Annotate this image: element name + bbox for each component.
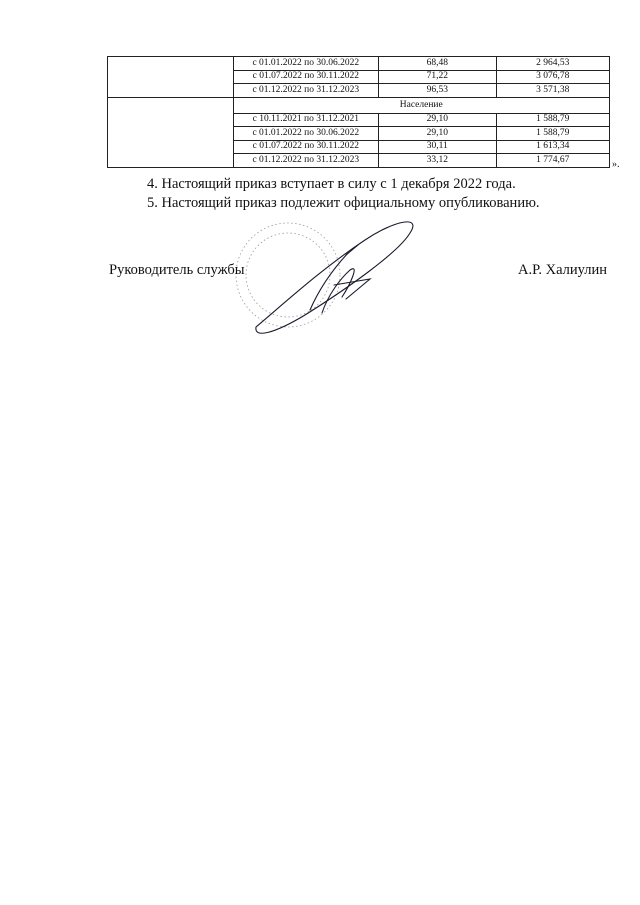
period-cell: с 01.12.2022 по 31.12.2023: [233, 154, 379, 168]
rate-cell: 96,53: [379, 84, 496, 98]
signatory-title: Руководитель службы: [109, 262, 245, 278]
rate-cell: 1 613,34: [496, 140, 609, 154]
rate-cell: 33,12: [379, 154, 496, 168]
table-row: [108, 97, 610, 113]
period-cell: с 10.11.2021 по 31.12.2021: [233, 113, 379, 127]
period-cell: с 01.07.2022 по 30.11.2022: [233, 140, 379, 154]
category-cell: [108, 97, 234, 167]
group-header: Население: [233, 97, 610, 113]
rate-cell: 3 571,38: [496, 84, 609, 98]
rate-cell: 2 964,53: [496, 57, 609, 71]
category-cell: [108, 57, 234, 98]
rate-cell: 1 588,79: [496, 127, 609, 141]
period-cell: с 01.01.2022 по 30.06.2022: [233, 57, 379, 71]
rate-cell: 71,22: [379, 70, 496, 84]
rate-cell: 29,10: [379, 127, 496, 141]
rate-cell: 29,10: [379, 113, 496, 127]
signature-icon: [250, 215, 420, 345]
table-row: [108, 57, 610, 71]
period-cell: с 01.12.2022 по 31.12.2023: [233, 84, 379, 98]
paragraph-4: 4. Настоящий приказ вступает в силу с 1 декабря 2022 года.: [147, 176, 516, 192]
paragraph-5: 5. Настоящий приказ подлежит официальному опубликованию.: [147, 195, 540, 211]
rate-cell: 30,11: [379, 140, 496, 154]
signatory-name: А.Р. Халиулин: [518, 262, 607, 278]
rate-cell: 3 076,78: [496, 70, 609, 84]
closing-quote: ».: [612, 159, 620, 170]
period-cell: с 01.07.2022 по 30.11.2022: [233, 70, 379, 84]
rate-cell: 68,48: [379, 57, 496, 71]
rate-cell: 1 774,67: [496, 154, 609, 168]
rate-cell: 1 588,79: [496, 113, 609, 127]
period-cell: с 01.01.2022 по 30.06.2022: [233, 127, 379, 141]
tariff-table: [107, 56, 610, 168]
